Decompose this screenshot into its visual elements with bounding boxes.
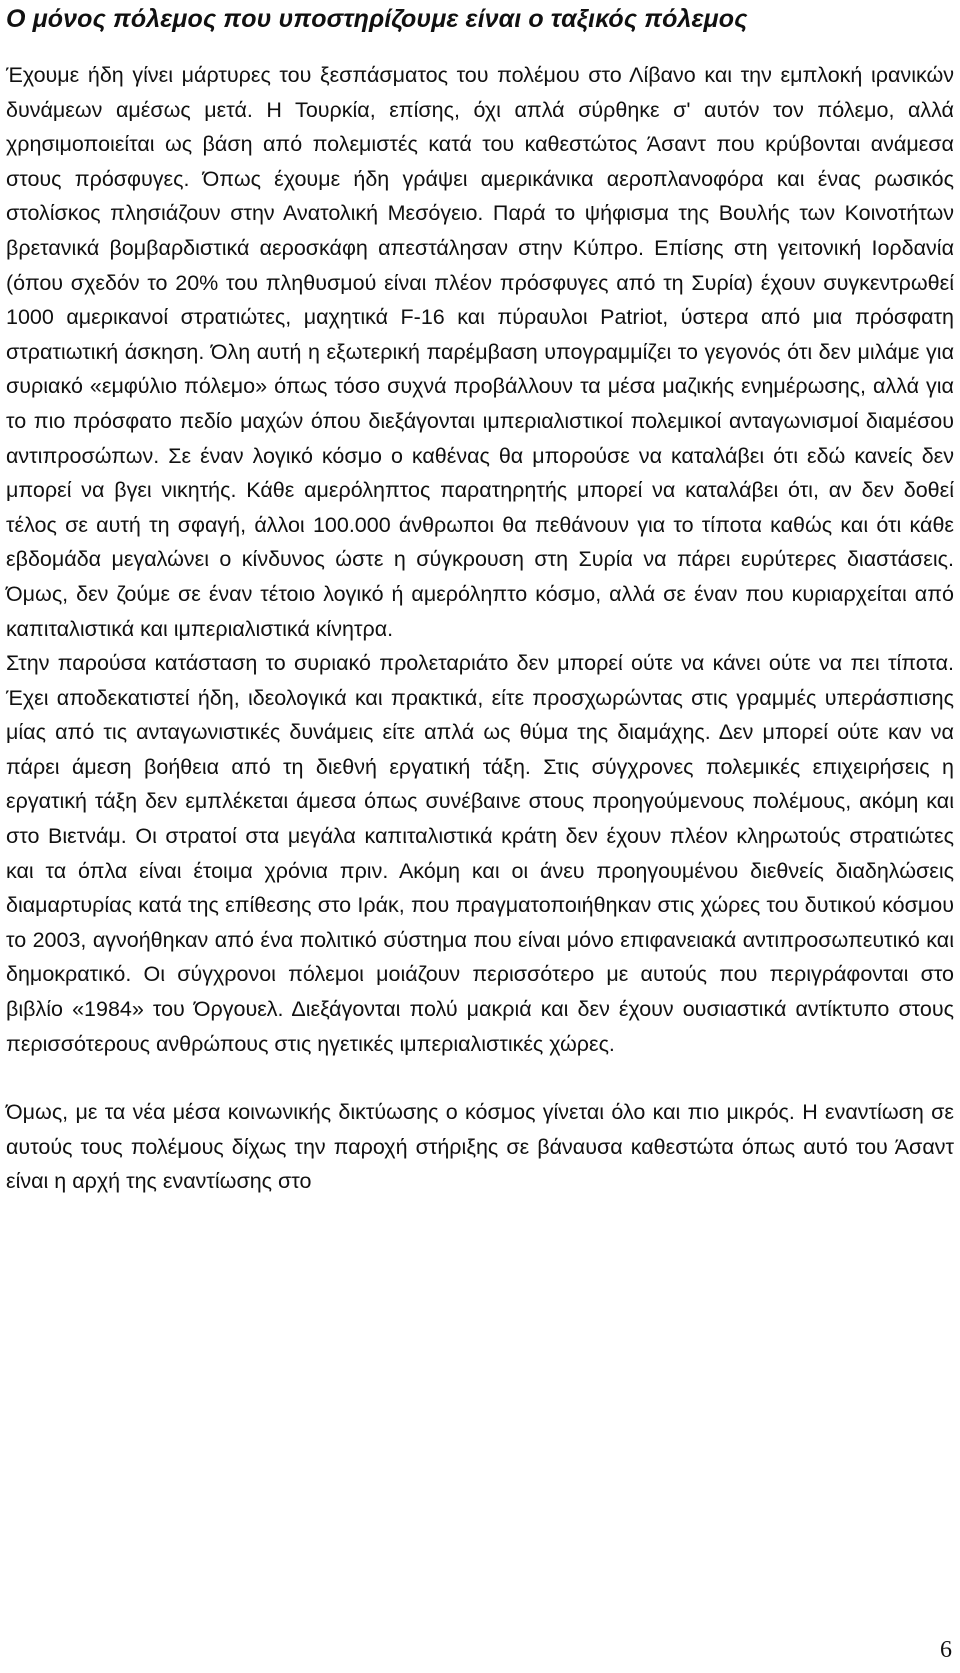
paragraph-1: Έχουμε ήδη γίνει μάρτυρες του ξεσπάσματος του πολέμου στο Λίβανο και την εμπλοκή ιρανικών δυνάμεων αμέσως μετά. Η Τουρκία, επίσης, όχι απλά σύρθηκε σ' αυτόν τον πόλεμο, αλλά χρησιμοποιείται ως βάση από πολεμιστές κατά του καθεστώτος Άσαντ που κρύβονται ανάμεσα στους πρόσφυγες. Όπως έχουμε ήδη γράψει αμερικάνικα αεροπλανοφόρα και ένας ρωσικός στολίσκος πλησιάζουν στην Ανατολική Μεσόγειο. Παρά το ψήφισμα της Βουλής των Κοινοτήτων βρετανικά βομβαρδιστικά αεροσκάφη απεστάλησαν στην Κύπρο. Επίσης στη γειτονική Ιορδανία (όπου σχεδόν το 20% του πληθυσμού είναι πλέον πρόσφυγες από τη Συρία) έχουν συγκεντρωθεί 1000 αμερικανοί στρατιώτες, μαχητικά F-16 και πύραυλοι Patriot, ύστερα από μια πρόσφατη στρατιωτική άσκηση. Όλη αυτή η εξωτερική παρέμβαση υπογραμμίζει το γεγονός ότι δεν μιλάμε για συριακό «εμφύλιο πόλεμο» όπως τόσο συχνά προβάλλουν τα μέσα μαζικής ενημέρωσης, αλλά για το πιο πρόσφατο πεδίο μαχών όπου διεξάγονται ιμπεριαλιστικοί πολεμικοί ανταγωνισμοί διαμέσου αντιπροσώπων. Σε έναν λογικό κόσμο ο καθένας θα μπορούσε να καταλάβει ότι εδώ κανείς δεν μπορεί να βγει νικητής. Κάθε αμερόληπτος παρατηρητής μπορεί να καταλάβει ότι, αν δεν δοθεί τέλος σε αυτή τη σφαγή, άλλοι 100.000 άνθρωποι θα πεθάνουν για το τίποτα καθώς και ότι κάθε εβδομάδα μεγαλώνει ο κίνδυνος ώστε η σύγκρουση στη Συρία να πάρει ευρύτερες διαστάσεις. Όμως, δεν ζούμε σε έναν τέτοιο λογικό ή αμερόληπτο κόσμο, αλλά σε έναν που κυριαρχείται από καπιταλιστικά και ιμπεριαλιστικά κίνητρα. (6, 63, 954, 641)
document-page (6, 0, 954, 1199)
paragraph-2: Στην παρούσα κατάσταση το συριακό προλεταριάτο δεν μπορεί ούτε να κάνει ούτε να πει τίποτα. Έχει αποδεκατιστεί ήδη, ιδεολογικά και πρακτικά, είτε προσχωρώντας στις γραμμές υπεράσπισης μίας από τις ανταγωνιστικές δυνάμεις είτε απλά ως θύμα της διαμάχης. Δεν μπορεί ούτε καν να πάρει άμεση βοήθεια από τη διεθνή εργατική τάξη. Στις σύγχρονες πολεμικές επιχειρήσεις η εργατική τάξη δεν εμπλέκεται άμεσα όπως συνέβαινε στους προηγούμενους πολέμους, ακόμη και στο Βιετνάμ. Οι στρατοί στα μεγάλα καπιταλιστικά κράτη δεν έχουν πλέον κληρωτούς στρατιώτες και τα όπλα είναι έτοιμα χρόνια πριν. Ακόμη και οι άνευ προηγουμένου διεθνείς διαδηλώσεις διαμαρτυρίας κατά της επίθεσης στο Ιράκ, που πραγματοποιήθηκαν στις χώρες του δυτικού κόσμου το 2003, αγνοήθηκαν από ένα πολιτικό σύστημα που είναι μόνο επιφανειακά αντιπροσωπευτικό και δημοκρατικό. Οι σύγχρονοι πόλεμοι μοιάζουν περισσότερο με αυτούς που περιγράφονται στο βιβλίο «1984» του Όργουελ. Διεξάγονται πολύ μακριά και δεν έχουν ουσιαστικά αντίκτυπο στους περισσότερους ανθρώπους στις ηγετικές ιμπεριαλιστικές χώρες. (6, 651, 954, 1056)
article-title: Ο μόνος πόλεμος που υποστηρίζουμε είναι ο ταξικός πόλεμος (6, 5, 748, 33)
page-number: 6 (940, 1637, 952, 1663)
paragraph-3: Όμως, με τα νέα μέσα κοινωνικής δικτύωσης ο κόσμος γίνεται όλο και πιο μικρός. Η εναντίωση σε αυτούς τους πολέμους δίχως την παροχή στήριξης σε βάναυσα καθεστώτα όπως αυτό του Άσαντ είναι η αρχή της εναντίωσης στο (6, 1100, 954, 1194)
